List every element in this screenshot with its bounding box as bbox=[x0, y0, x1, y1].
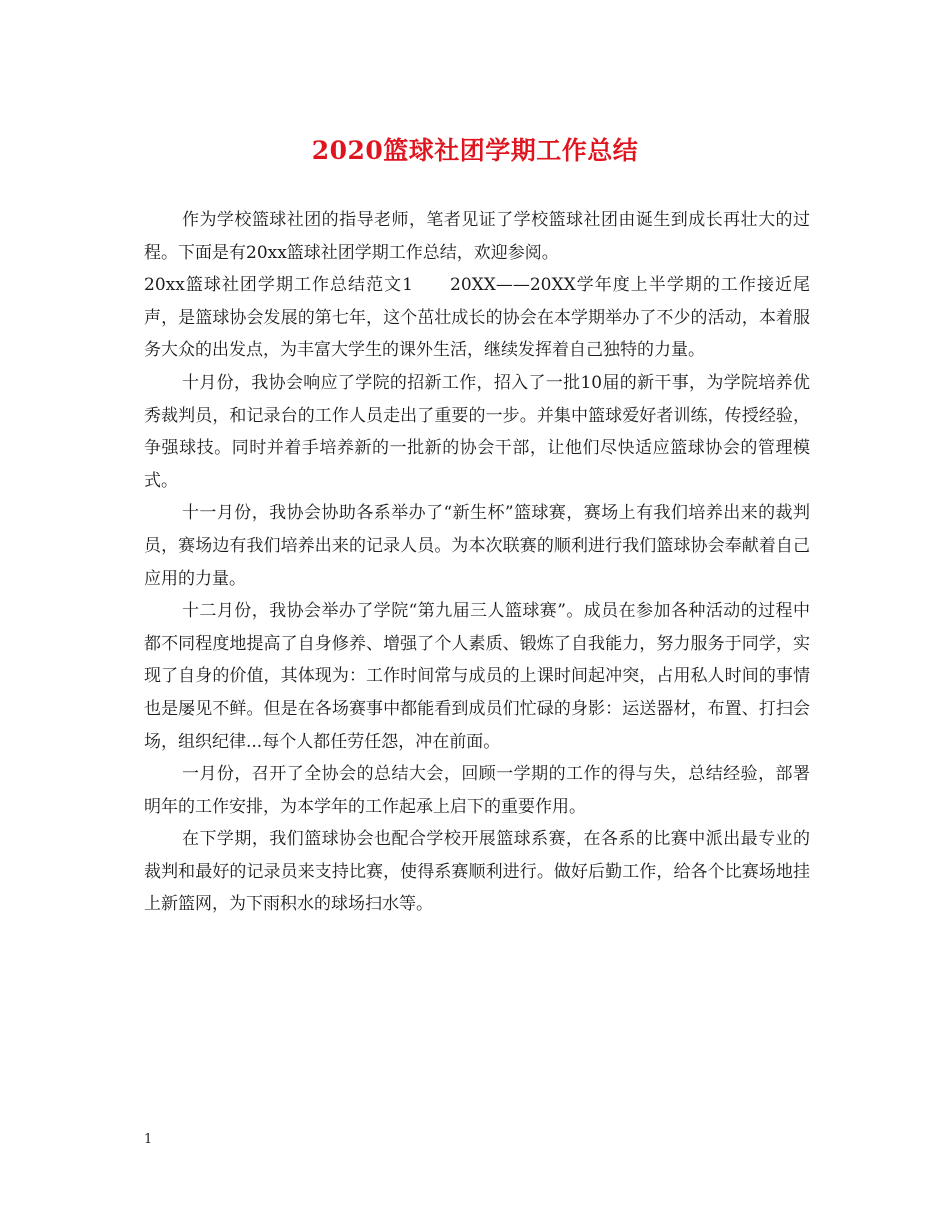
paragraph-november: 十一月份，我协会协助各系举办了“新生杯”篮球赛，赛场上有我们培养出来的裁判员，赛场边有我们培养出来的记录人员。为本次联赛的顺利进行我们篮球协会奉献着自己应用的力量。 bbox=[144, 503, 810, 589]
paragraph-intro: 作为学校篮球社团的指导老师，笔者见证了学校篮球社团由诞生到成长再壮大的过程。下面是有20xx篮球社团学期工作总结，欢迎参阅。 bbox=[144, 210, 810, 263]
paragraph-summary-sample: 20xx篮球社团学期工作总结范文1 20XX——20XX学年度上半学期的工作接近尾声，是篮球协会发展的第七年，这个茁壮成长的协会在本学期举办了不少的活动，本着服务大众的出发点，为丰富大学生的课外生活，继续发挥着自己独特的力量。 bbox=[144, 275, 810, 361]
page-number: 1 bbox=[144, 1132, 153, 1147]
paragraph-next-semester: 在下学期，我们篮球协会也配合学校开展篮球系赛，在各系的比赛中派出最专业的裁判和最好的记录员来支持比赛，使得系赛顺利进行。做好后勤工作，给各个比赛场地挂上新篮网，为下雨积水的球场扫水等。 bbox=[144, 829, 810, 915]
paragraph-october: 十月份，我协会响应了学院的招新工作，招入了一批10届的新干事，为学院培养优秀裁判员，和记录台的工作人员走出了重要的一步。并集中篮球爱好者训练，传授经验，争强球技。同时并着手培养新的一批新的协会干部，让他们尽快适应篮球协会的管理模式。 bbox=[144, 372, 810, 491]
document-title: 2020篮球社团学期工作总结 bbox=[311, 136, 639, 165]
document-body bbox=[144, 204, 810, 921]
paragraph-december: 十二月份，我协会举办了学院“第九届三人篮球赛”。成员在参加各种活动的过程中都不同程度地提高了自身修养、增强了个人素质、锻炼了自我能力，努力服务于同学，实现了自身的价值，其体现为：工作时间常与成员的上课时间起冲突，占用私人时间的事情也是屡见不鲜。但是在各场赛事中都能看到成员们忙碌的身影：运送器材，布置、打扫会场，组织纪律...每个人都任劳任怨，冲在前面。 bbox=[144, 601, 810, 752]
paragraph-january: 一月份，召开了全协会的总结大会，回顾一学期的工作的得与失，总结经验，部署明年的工作安排，为本学年的工作起承上启下的重要作用。 bbox=[144, 764, 810, 817]
